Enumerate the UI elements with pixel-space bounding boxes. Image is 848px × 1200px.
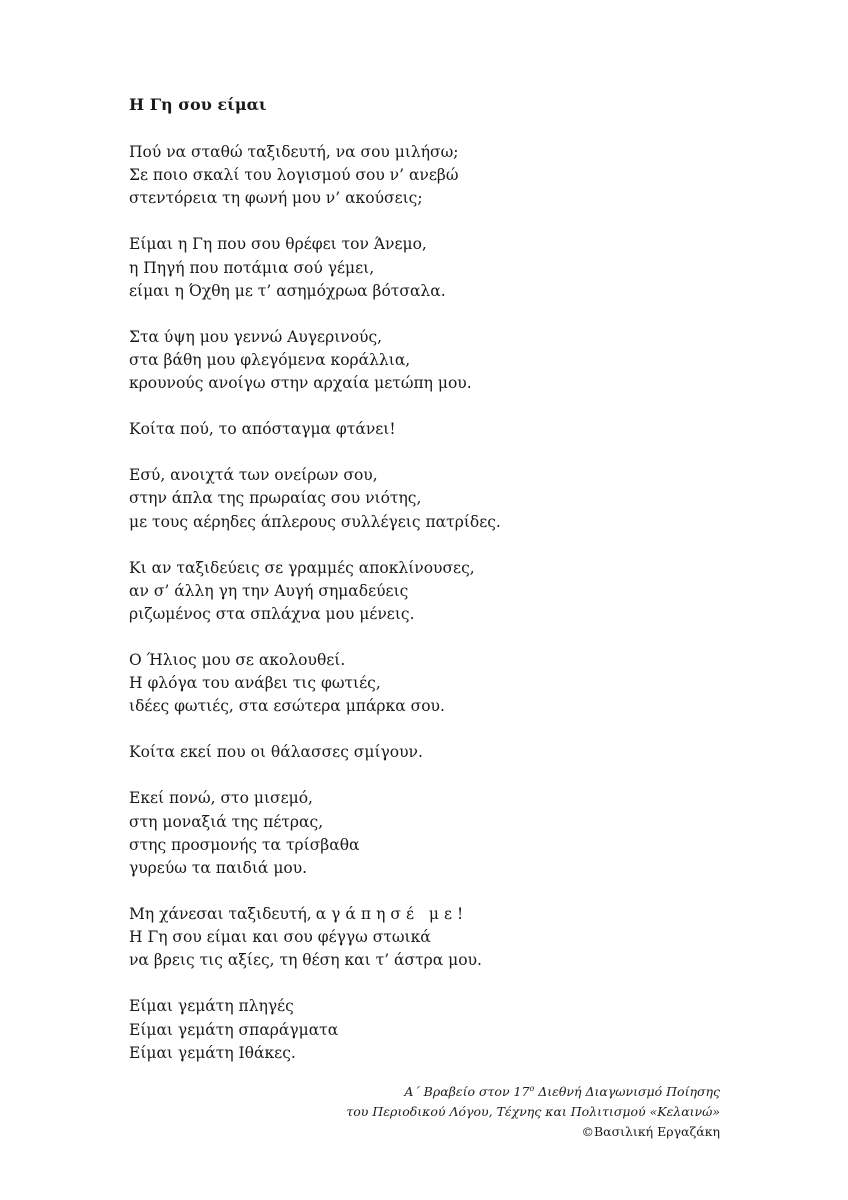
poem-line: ριζωμένος στα σπλάχνα μου μένεις. [129, 605, 415, 624]
poem-line: Η Γη σου είμαι και σου φέγγω στωικά [129, 928, 431, 947]
stanza-9 [129, 787, 729, 880]
poem-line: στην άπλα της πρωραίας σου νιότης, [129, 489, 422, 508]
poem-line: αν σ’ άλλη γη την Αυγή σημαδεύεις [129, 581, 409, 600]
stanza-3 [129, 326, 729, 396]
stanza-1 [129, 141, 729, 211]
poem-line: Είμαι γεμάτη πληγές [129, 997, 294, 1016]
poem-line: με τους αέρηδες άπλερους συλλέγεις πατρίδες. [129, 512, 501, 531]
stanza-11 [129, 995, 729, 1065]
poem-line: Στα ύψη μου γεννώ Αυγερινούς, [129, 327, 383, 346]
poem-line: Είμαι η Γη που σου θρέφει τον Άνεμο, [129, 235, 427, 254]
stanza-2 [129, 233, 729, 303]
stanza-4 [129, 418, 729, 441]
poem-line [129, 903, 729, 926]
stanza-10 [129, 903, 729, 973]
poem-body [129, 141, 729, 1088]
stanza-6 [129, 557, 729, 627]
poem-line: Είμαι γεμάτη Ιθάκες. [129, 1043, 296, 1062]
stanza-5 [129, 464, 729, 534]
poem-line: Κι αν ταξιδεύεις σε γραμμές αποκλίνουσες, [129, 558, 475, 577]
poem-line: στη μοναξιά της πέτρας, [129, 812, 324, 831]
poem-line: η Πηγή που ποτάμια σού γέμει, [129, 258, 375, 277]
poem-line: Σε ποιο σκαλί του λογισμού σου ν’ ανεβώ [129, 166, 459, 185]
award-line [346, 1082, 720, 1102]
poem-line: να βρεις τις αξίες, τη θέση και τ’ άστρα μου. [129, 951, 482, 970]
poem-line: ιδέες φωτιές, στα εσώτερα μπάρκα σου. [129, 697, 445, 716]
poem-line-prefix: Μη χάνεσαι ταξιδευτή, [129, 905, 312, 924]
poem-line: Κοίτα πού, το απόσταγμα φτάνει! [129, 420, 396, 439]
poem-line: στεντόρεια τη φωνή μου ν’ ακούσεις; [129, 189, 423, 208]
copyright-author: ©Βασιλική Εργαζάκη [581, 1124, 720, 1139]
poem-line: Εκεί πονώ, στο μισεμό, [129, 789, 313, 808]
poem-line: Η φλόγα του ανάβει τις φωτιές, [129, 674, 381, 693]
stanza-7 [129, 649, 729, 719]
poem-line: κρουνούς ανοίγω στην αρχαία μετώπη μου. [129, 374, 472, 393]
poem-line: γυρεύω τα παιδιά μου. [129, 859, 308, 878]
stanza-8 [129, 741, 729, 764]
poem-line: Ο Ήλιος μου σε ακολουθεί. [129, 651, 346, 670]
poem-line: Είμαι γεμάτη σπαράγματα [129, 1020, 339, 1039]
poem-line: Εσύ, ανοιχτά των ονείρων σου, [129, 466, 378, 485]
spaced-emphasis: αγάπησέ με! [315, 905, 469, 924]
award-suffix: Διεθνή Διαγωνισμό Ποίησης [534, 1084, 720, 1099]
poem-line: είμαι η Όχθη με τ’ ασημόχρωα βότσαλα. [129, 281, 446, 300]
magazine-line: του Περιοδικού Λόγου, Τέχνης και Πολιτισμού «Κελαινώ» [346, 1104, 720, 1119]
poem-line: στης προσμονής τα τρίσβαθα [129, 835, 360, 854]
award-credit [346, 1082, 720, 1142]
poem-line: Κοίτα εκεί που οι θάλασσες σμίγουν. [129, 743, 423, 762]
ordinal-superscript: ο [529, 1083, 535, 1093]
poem-title: Η Γη σου είμαι [129, 95, 267, 114]
award-prefix: Α΄ Βραβείο στον 17 [404, 1084, 530, 1099]
poem-line: στα βάθη μου φλεγόμενα κοράλλια, [129, 351, 411, 370]
poem-line: Πού να σταθώ ταξιδευτή, να σου μιλήσω; [129, 143, 459, 161]
